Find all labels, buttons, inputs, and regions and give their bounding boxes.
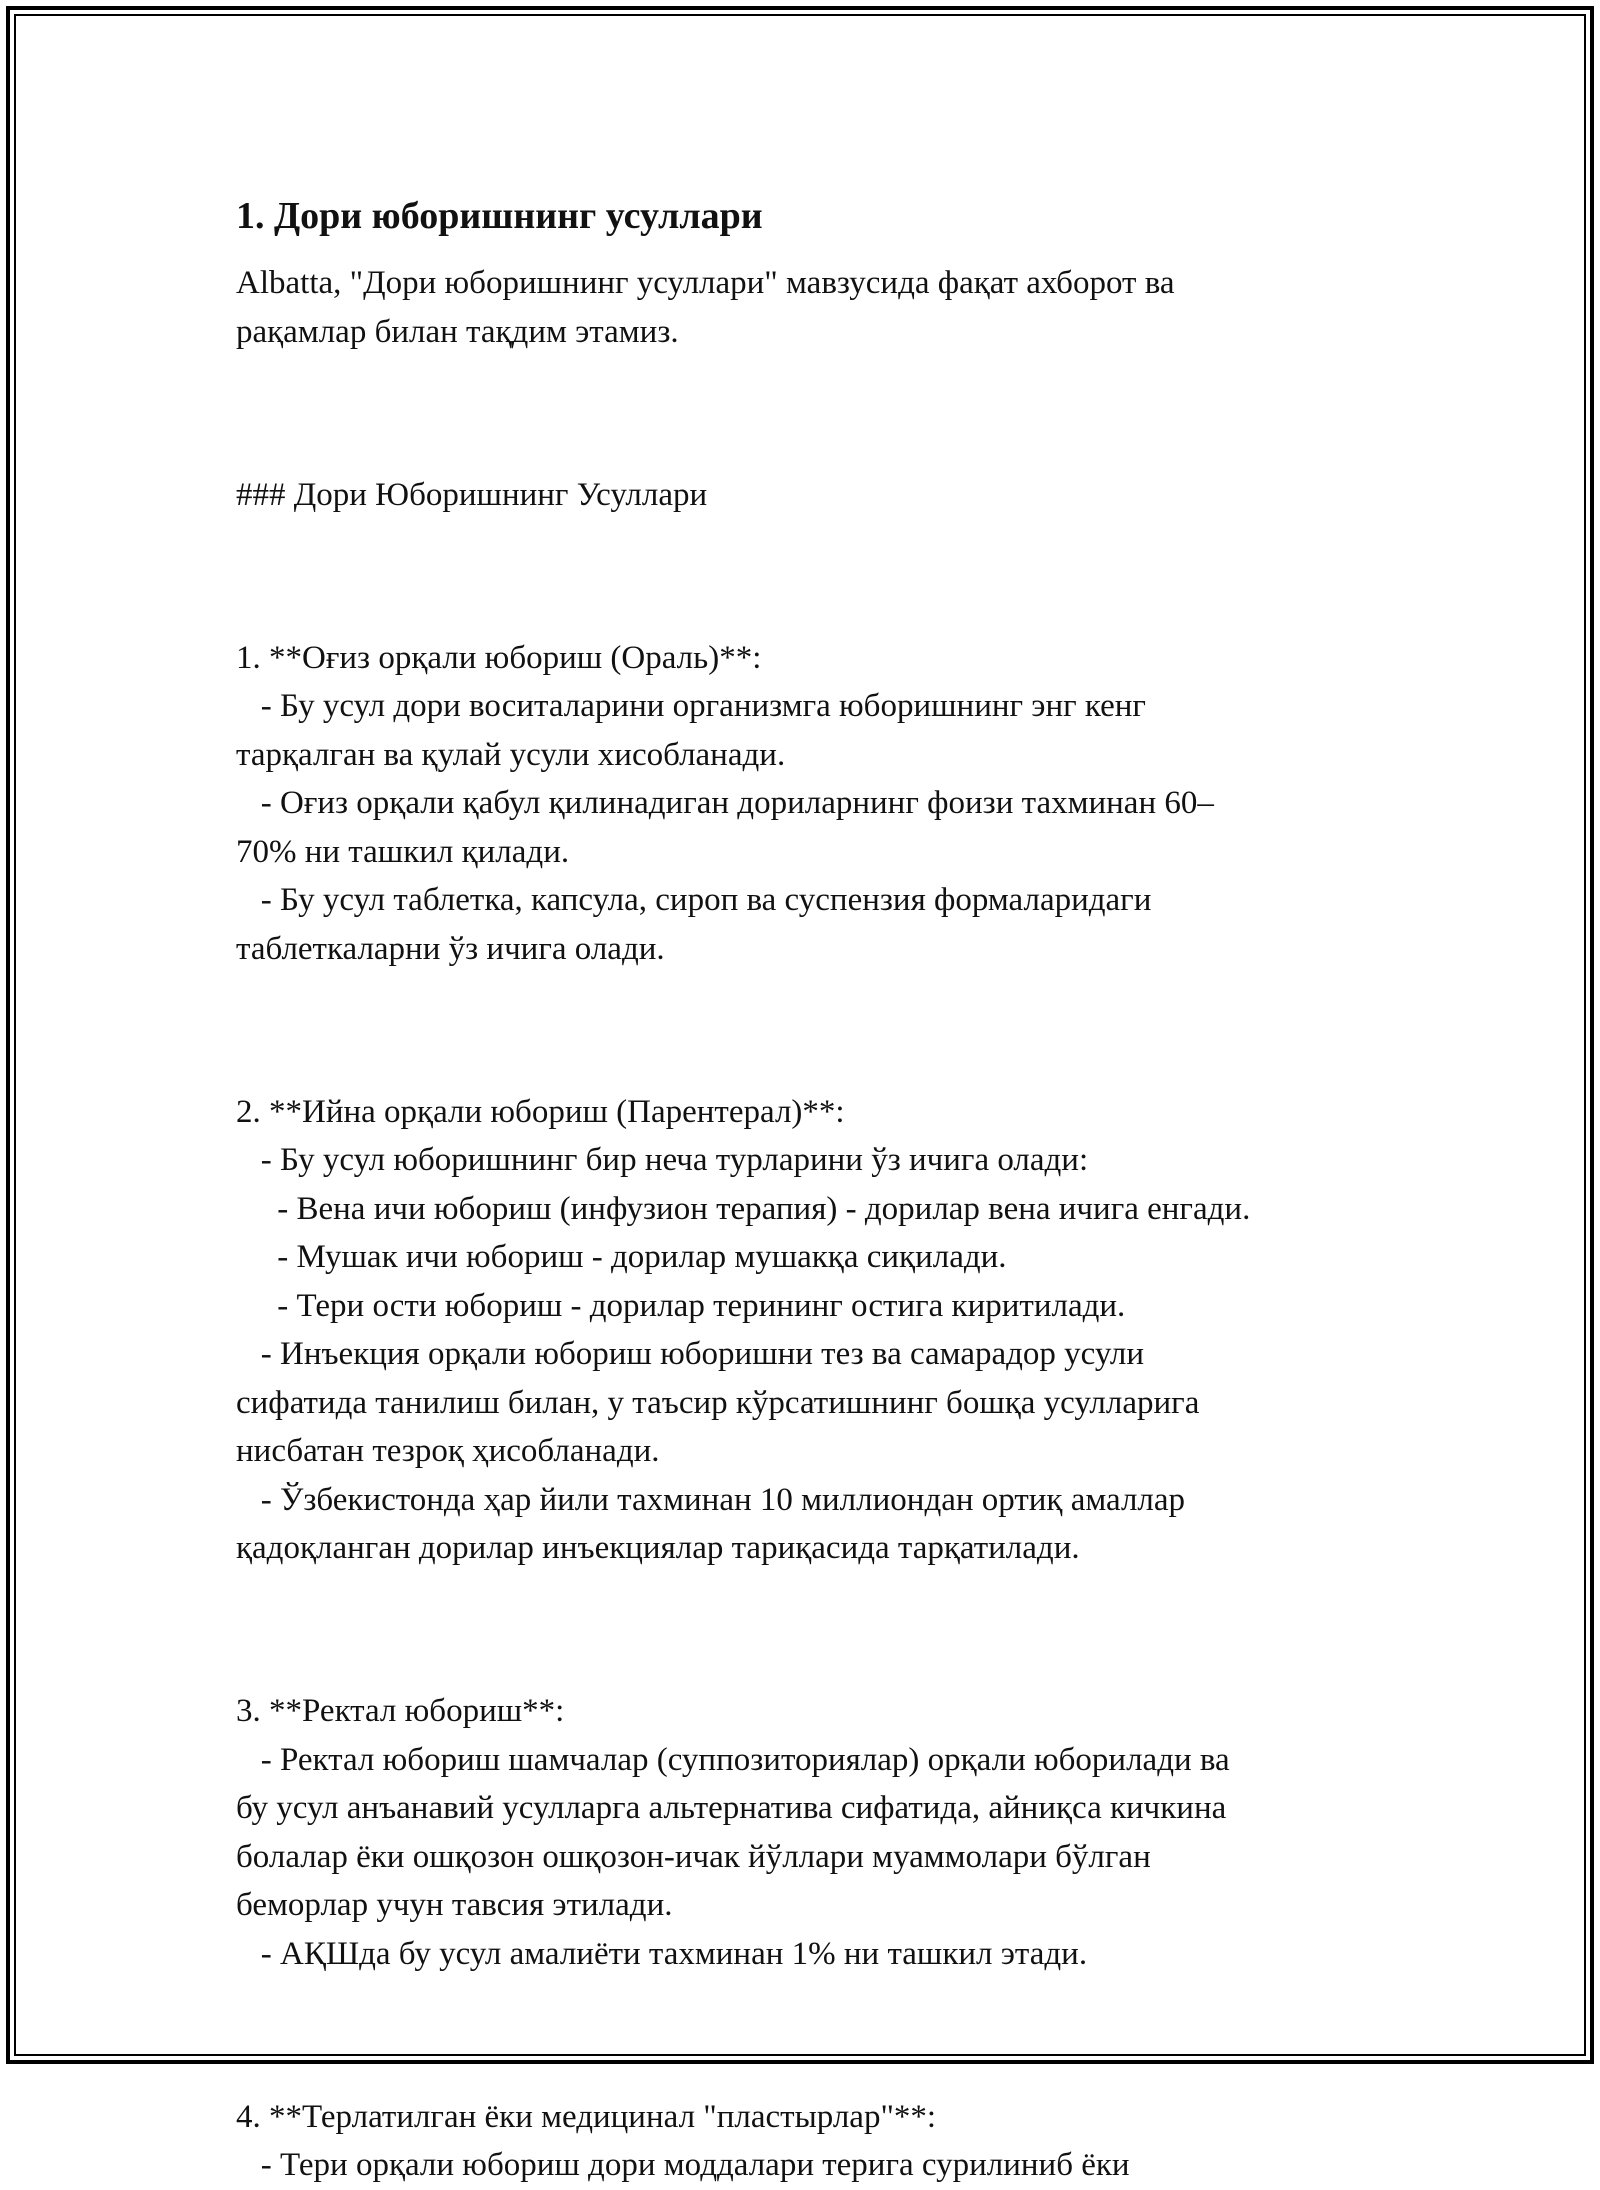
text-line: қадоқланган дорилар инъекциялар тариқасида тарқатилади.	[236, 1530, 1080, 1566]
blank-line	[236, 552, 1396, 601]
blank-line	[236, 1606, 1396, 1655]
text-line: - Оғиз орқали қабул қилинадиган дориларнинг фоизи тахминан 60–	[236, 785, 1214, 821]
text-line: 3. **Ректал юбориш**:	[236, 1693, 565, 1729]
blank-line	[236, 389, 1396, 438]
document-title: 1. Дори юборишнинг усуллари	[236, 195, 763, 237]
text-line: нисбатан тезроқ ҳисобланади.	[236, 1433, 660, 1469]
text-line: - Мушак ичи юбориш - дорилар мушакқа сиқилади.	[236, 1239, 1007, 1275]
document-body	[236, 259, 1396, 2190]
blank-line	[236, 1006, 1396, 1055]
text-line: болалар ёки ошқозон ошқозон-ичак йўллари муаммолари бўлган	[236, 1838, 1151, 1875]
text-line: - АҚШда бу усул амалиёти тахминан 1% ни ташкил этади.	[236, 1935, 1088, 1972]
text-line: сифатида танилиш билан, у таъсир кўрсатишнинг бошқа усулларига	[236, 1384, 1200, 1421]
text-line: - Ректал юбориш шамчалар (суппозиториялар) орқали юборилади ва	[236, 1741, 1230, 1778]
text-line: 2. **Ийна орқали юбориш (Парентерал)**:	[236, 1093, 845, 1130]
text-line: - Тери орқали юбориш дори моддалари терига сурилиниб ёки	[236, 2147, 1130, 2183]
text-line: ### Дори Юборишнинг Усуллари	[236, 476, 708, 513]
text-line: 70% ни ташкил қилади.	[236, 833, 570, 870]
text-line: - Бу усул юборишнинг бир неча турларини ўз ичига олади:	[236, 1142, 1089, 1178]
text-line: Albatta, "Дори юборишнинг усуллари" мавзусида фақат ахборот ва	[236, 265, 1175, 301]
text-line: - Ўзбекистонда ҳар йили тахминан 10 миллиондан ортиқ амаллар	[236, 1481, 1186, 1518]
document-page	[236, 190, 1396, 2190]
text-line: беморлар учун тавсия этилади.	[236, 1887, 673, 1923]
text-line: тарқалган ва қулай усули хисобланади.	[236, 736, 786, 773]
text-line: 4. **Терлатилган ёки медицинал "пластырлар"**:	[236, 2098, 937, 2135]
text-line: - Бу усул дори воситаларини организмга юборишнинг энг кенг	[236, 688, 1146, 724]
blank-line	[236, 2011, 1396, 2060]
text-line: рақамлар билан тақдим этамиз.	[236, 313, 679, 350]
text-line: таблеткаларни ўз ичига олади.	[236, 930, 665, 967]
text-line: - Тери ости юбориш - дорилар терининг остига киритилади.	[236, 1287, 1126, 1324]
text-line: бу усул анъанавий усулларга альтернатива сифатида, айниқса кичкина	[236, 1790, 1227, 1826]
text-line: - Вена ичи юбориш (инфузион терапия) - дорилар вена ичига енгади.	[236, 1190, 1251, 1227]
text-line: - Инъекция орқали юбориш юборишни тез ва самарадор усули	[236, 1336, 1145, 1372]
text-line: 1. **Оғиз орқали юбориш (Ораль)**:	[236, 639, 762, 676]
text-line: - Бу усул таблетка, капсула, сироп ва суспензия формаларидаги	[236, 882, 1152, 918]
